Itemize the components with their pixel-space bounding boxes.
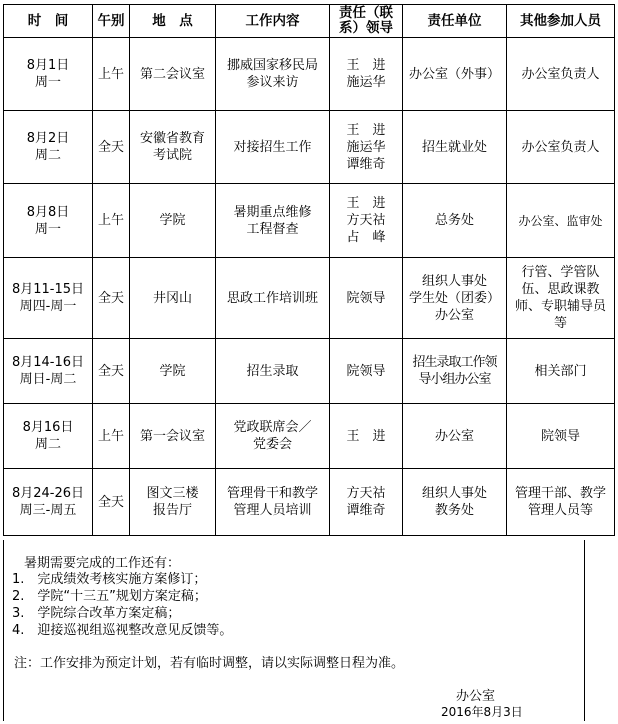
cell-period: 全天 <box>93 339 130 404</box>
cell-leader: 王 进 施运华 谭维奇 <box>330 111 403 184</box>
table-row <box>4 111 615 184</box>
cell-place: 第一会议室 <box>130 404 216 469</box>
table-row <box>4 184 615 258</box>
cell-leader: 院领导 <box>330 258 403 339</box>
header-content: 工作内容 <box>216 5 330 38</box>
cell-unit: 总务处 <box>403 184 507 258</box>
cell-time: 8月24-26日 周三-周五 <box>4 469 93 536</box>
cell-others: 相关部门 <box>507 339 615 404</box>
header-place: 地 点 <box>130 5 216 38</box>
header-others: 其他参加人员 <box>507 5 615 38</box>
notes-list <box>12 571 232 639</box>
header-time: 时 间 <box>4 5 93 38</box>
cell-leader: 王 进 <box>330 404 403 469</box>
notes-item: 3. 学院综合改革方案定稿； <box>12 606 181 621</box>
cell-leader: 王 进 方天祜 占 峰 <box>330 184 403 258</box>
notes-item: 1. 完成绩效考核实施方案修订； <box>12 572 207 587</box>
table-row <box>4 38 615 111</box>
cell-time: 8月16日 周二 <box>4 404 93 469</box>
cell-place: 井冈山 <box>130 258 216 339</box>
cell-content: 招生录取 <box>216 339 330 404</box>
schedule-table <box>3 4 615 536</box>
notes-item: 4. 迎接巡视组巡视整改意见反馈等。 <box>12 623 233 638</box>
cell-period: 上午 <box>93 38 130 111</box>
signature-office: 办公室 <box>456 689 496 704</box>
header-unit: 责任单位 <box>403 5 507 38</box>
table-header-row <box>4 5 615 38</box>
cell-period: 全天 <box>93 258 130 339</box>
cell-time: 8月2日 周二 <box>4 111 93 184</box>
cell-others: 管理干部、教学管理人员等 <box>507 469 615 536</box>
cell-leader: 方天祜 谭维奇 <box>330 469 403 536</box>
cell-content: 暑期重点维修 工程督查 <box>216 184 330 258</box>
table-row <box>4 404 615 469</box>
cell-content: 挪威国家移民局 参议来访 <box>216 38 330 111</box>
cell-period: 上午 <box>93 404 130 469</box>
cell-place: 学院 <box>130 184 216 258</box>
cell-period: 全天 <box>93 111 130 184</box>
table-row <box>4 469 615 536</box>
cell-leader: 王 进 施运华 <box>330 38 403 111</box>
cell-content: 党政联席会／ 党委会 <box>216 404 330 469</box>
cell-others: 办公室负责人 <box>507 111 615 184</box>
cell-unit: 办公室（外事） <box>403 38 507 111</box>
header-period: 午别 <box>93 5 130 38</box>
cell-place: 安徽省教育 考试院 <box>130 111 216 184</box>
cell-others: 行管、学管队伍、思政课教师、专职辅导员等 <box>507 258 615 339</box>
notes-remark: 注：工作安排为预定计划，若有临时调整，请以实际调整日程为准。 <box>14 656 405 671</box>
notes-section <box>3 540 585 721</box>
cell-unit: 组织人事处 学生处（团委） 办公室 <box>403 258 507 339</box>
cell-leader: 院领导 <box>330 339 403 404</box>
cell-time: 8月14-16日 周日-周二 <box>4 339 93 404</box>
signature-date: 2016年8月3日 <box>441 705 523 719</box>
cell-unit: 招生就业处 <box>403 111 507 184</box>
cell-period: 上午 <box>93 184 130 258</box>
cell-others: 院领导 <box>507 404 615 469</box>
cell-unit: 办公室 <box>403 404 507 469</box>
cell-period: 全天 <box>93 469 130 536</box>
cell-place: 第二会议室 <box>130 38 216 111</box>
cell-time: 8月1日 周一 <box>4 38 93 111</box>
table-row <box>4 339 615 404</box>
cell-unit: 组织人事处 教务处 <box>403 469 507 536</box>
cell-others: 办公室、监审处 <box>507 184 615 258</box>
cell-place: 学院 <box>130 339 216 404</box>
header-leader: 责任（联系）领导 <box>330 5 403 38</box>
cell-place: 图文三楼 报告厅 <box>130 469 216 536</box>
cell-unit: 招生录取工作领 导小组办公室 <box>403 339 507 404</box>
cell-content: 思政工作培训班 <box>216 258 330 339</box>
cell-content: 对接招生工作 <box>216 111 330 184</box>
cell-time: 8月8日 周一 <box>4 184 93 258</box>
table-row <box>4 258 615 339</box>
notes-item: 2. 学院“十三五”规划方案定稿； <box>12 589 207 604</box>
cell-time: 8月11-15日 周四-周一 <box>4 258 93 339</box>
cell-others: 办公室负责人 <box>507 38 615 111</box>
cell-content: 管理骨干和教学 管理人员培训 <box>216 469 330 536</box>
notes-intro: 暑期需要完成的工作还有： <box>24 556 181 571</box>
